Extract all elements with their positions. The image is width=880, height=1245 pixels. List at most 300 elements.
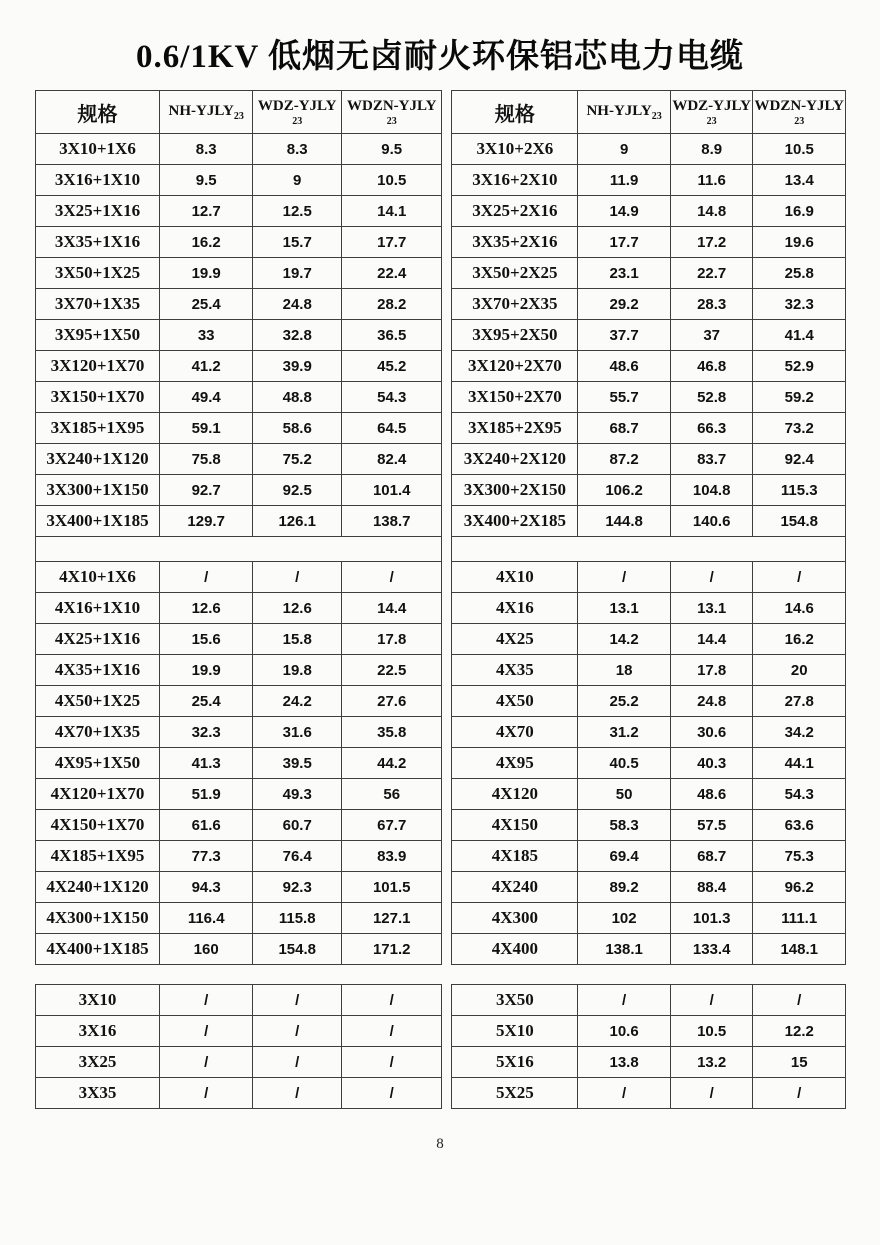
value-cell: / [342,1078,442,1109]
spec-cell: 4X16 [452,593,578,624]
table-row [452,134,846,165]
value-cell: 10.5 [670,1016,753,1047]
table-row [36,810,442,841]
table-row [452,444,846,475]
spec-cell: 4X185+1X95 [36,841,160,872]
table-row [36,1047,442,1078]
value-cell: 101.4 [342,475,442,506]
table-row [36,413,442,444]
value-cell: 56 [342,779,442,810]
value-cell: 17.8 [342,624,442,655]
spacer-row [36,537,442,562]
value-cell: 129.7 [159,506,252,537]
value-cell: 11.9 [578,165,670,196]
value-cell: 14.8 [670,196,753,227]
value-cell: 17.7 [342,227,442,258]
value-cell: / [253,562,342,593]
table-row [36,1016,442,1047]
value-cell: 41.2 [159,351,252,382]
value-cell: 25.4 [159,289,252,320]
table-row [36,934,442,965]
model-label: NH-YJLY [168,102,234,119]
wdzn-yjly-column-header [753,91,846,134]
table-row [36,165,442,196]
value-cell: 48.8 [253,382,342,413]
value-cell: 14.4 [342,593,442,624]
value-cell: / [670,985,753,1016]
spec-cell: 3X300+1X150 [36,475,160,506]
value-cell: 17.2 [670,227,753,258]
spec-cell: 4X50 [452,686,578,717]
spec-cell: 4X400 [452,934,578,965]
value-cell: / [670,562,753,593]
spec-cell: 5X10 [452,1016,578,1047]
value-cell: / [159,985,252,1016]
value-cell: 20 [753,655,846,686]
value-cell: 37 [670,320,753,351]
value-cell: / [253,1047,342,1078]
spec-column-header: 规格 [36,91,160,134]
cable-table-left-main [35,90,442,965]
value-cell: 66.3 [670,413,753,444]
left-section3-body [36,985,442,1109]
value-cell: 25.2 [578,686,670,717]
right-section3-body [452,985,846,1109]
value-cell: 35.8 [342,717,442,748]
spacer-body [36,537,442,562]
value-cell: 140.6 [670,506,753,537]
table-row [36,593,442,624]
value-cell: 14.2 [578,624,670,655]
spec-cell: 3X16+1X10 [36,165,160,196]
table-row [452,475,846,506]
value-cell: 49.4 [159,382,252,413]
value-cell: 33 [159,320,252,351]
value-cell: 160 [159,934,252,965]
spec-cell: 4X95+1X50 [36,748,160,779]
spec-cell: 4X70 [452,717,578,748]
table-row [452,779,846,810]
table-row [36,655,442,686]
value-cell: 64.5 [342,413,442,444]
spec-cell: 4X150+1X70 [36,810,160,841]
cable-table-right-main [451,90,846,965]
value-cell: 68.7 [578,413,670,444]
value-cell: 15.8 [253,624,342,655]
value-cell: 45.2 [342,351,442,382]
spec-cell: 3X150+2X70 [452,382,578,413]
value-cell: 55.7 [578,382,670,413]
spec-cell: 4X400+1X185 [36,934,160,965]
table-row [452,289,846,320]
spacer-row [452,537,846,562]
value-cell: 9.5 [342,134,442,165]
header-row [452,91,846,134]
value-cell: 40.5 [578,748,670,779]
spec-cell: 4X300+1X150 [36,903,160,934]
spec-cell: 3X35 [36,1078,160,1109]
table-row [36,779,442,810]
value-cell: 14.6 [753,593,846,624]
table-row [452,810,846,841]
wdzn-yjly-column-header [342,91,442,134]
model-label: WDZN-YJLY [347,97,437,114]
value-cell: 48.6 [670,779,753,810]
left-section2-body [36,562,442,965]
value-cell: 16.2 [159,227,252,258]
value-cell: 138.1 [578,934,670,965]
table-row [452,382,846,413]
value-cell: 22.5 [342,655,442,686]
table-row [36,382,442,413]
value-cell: 10.6 [578,1016,670,1047]
left-section1-body [36,134,442,537]
value-cell: / [578,985,670,1016]
value-cell: 17.7 [578,227,670,258]
value-cell: / [578,562,670,593]
spec-cell: 4X185 [452,841,578,872]
table-row [36,717,442,748]
spec-cell: 3X25+2X16 [452,196,578,227]
spec-cell: 3X10+2X6 [452,134,578,165]
value-cell: 13.8 [578,1047,670,1078]
value-cell: 58.6 [253,413,342,444]
value-cell: 68.7 [670,841,753,872]
spec-cell: 3X16 [36,1016,160,1047]
value-cell: 44.2 [342,748,442,779]
right-section1-body [452,134,846,537]
value-cell: 61.6 [159,810,252,841]
value-cell: 87.2 [578,444,670,475]
table-row [452,506,846,537]
cable-table-right-bottom [451,984,846,1109]
table-row [36,320,442,351]
model-subscript: 23 [706,115,717,127]
spec-cell: 3X50+2X25 [452,258,578,289]
table-row [36,444,442,475]
value-cell: 92.4 [753,444,846,475]
value-cell: 24.8 [253,289,342,320]
value-cell: 88.4 [670,872,753,903]
spec-cell: 3X120+1X70 [36,351,160,382]
model-label: WDZ-YJLY [672,97,751,114]
value-cell: 13.4 [753,165,846,196]
table-row [36,134,442,165]
spec-cell: 4X240 [452,872,578,903]
value-cell: / [753,985,846,1016]
value-cell: 40.3 [670,748,753,779]
table-row [452,320,846,351]
value-cell: 14.9 [578,196,670,227]
model-subscript: 23 [292,115,303,127]
table-row [452,351,846,382]
value-cell: 9 [578,134,670,165]
table-row [452,1078,846,1109]
value-cell: 27.6 [342,686,442,717]
value-cell: 59.1 [159,413,252,444]
spec-column-header: 规格 [452,91,578,134]
right-table-column [451,90,846,1109]
value-cell: 13.1 [578,593,670,624]
value-cell: 39.5 [253,748,342,779]
spec-cell: 3X50 [452,985,578,1016]
value-cell: 39.9 [253,351,342,382]
spec-cell: 3X16+2X10 [452,165,578,196]
table-row [36,475,442,506]
value-cell: 115.8 [253,903,342,934]
value-cell: / [253,985,342,1016]
table-row [452,686,846,717]
spec-cell: 3X25 [36,1047,160,1078]
value-cell: 9.5 [159,165,252,196]
spec-cell: 4X150 [452,810,578,841]
value-cell: 83.9 [342,841,442,872]
spec-cell: 4X120 [452,779,578,810]
value-cell: 25.8 [753,258,846,289]
value-cell: 67.7 [342,810,442,841]
value-cell: 92.3 [253,872,342,903]
spec-cell: 3X150+1X70 [36,382,160,413]
value-cell: / [342,1047,442,1078]
value-cell: 14.4 [670,624,753,655]
value-cell: 32.3 [159,717,252,748]
table-row [36,748,442,779]
table-row [36,985,442,1016]
value-cell: 23.1 [578,258,670,289]
spec-cell: 3X70+1X35 [36,289,160,320]
table-row [452,593,846,624]
table-row [452,624,846,655]
value-cell: 8.3 [253,134,342,165]
value-cell: 102 [578,903,670,934]
value-cell: 106.2 [578,475,670,506]
value-cell: 12.6 [253,593,342,624]
value-cell: / [159,1016,252,1047]
spec-cell: 3X10+1X6 [36,134,160,165]
value-cell: / [342,1016,442,1047]
table-row [36,562,442,593]
model-subscript: 23 [233,110,244,122]
value-cell: 73.2 [753,413,846,444]
table-row [36,196,442,227]
value-cell: 52.8 [670,382,753,413]
spec-cell: 4X16+1X10 [36,593,160,624]
table-row [36,227,442,258]
spec-cell: 3X95+2X50 [452,320,578,351]
value-cell: / [578,1078,670,1109]
value-cell: / [253,1078,342,1109]
value-cell: 144.8 [578,506,670,537]
spec-cell: 3X35+1X16 [36,227,160,258]
value-cell: 76.4 [253,841,342,872]
value-cell: 41.3 [159,748,252,779]
spec-cell: 4X25 [452,624,578,655]
value-cell: 77.3 [159,841,252,872]
value-cell: 60.7 [253,810,342,841]
value-cell: 54.3 [342,382,442,413]
value-cell: 101.5 [342,872,442,903]
value-cell: / [670,1078,753,1109]
value-cell: 16.2 [753,624,846,655]
value-cell: 10.5 [753,134,846,165]
spec-cell: 4X10 [452,562,578,593]
value-cell: 31.6 [253,717,342,748]
model-label: WDZN-YJLY [754,97,844,114]
page-title: 0.6/1KV 低烟无卤耐火环保铝芯电力电缆 [135,39,745,75]
spec-cell: 4X300 [452,903,578,934]
nh-yjly-column-header [159,91,252,134]
value-cell: 22.4 [342,258,442,289]
table-row [452,562,846,593]
value-cell: 8.9 [670,134,753,165]
value-cell: 154.8 [253,934,342,965]
value-cell: 13.1 [670,593,753,624]
value-cell: 36.5 [342,320,442,351]
value-cell: 16.9 [753,196,846,227]
value-cell: 10.5 [342,165,442,196]
spec-cell: 3X400+2X185 [452,506,578,537]
spec-cell: 4X35 [452,655,578,686]
value-cell: 24.8 [670,686,753,717]
table-row [452,717,846,748]
right-section2-body [452,562,846,965]
value-cell: 48.6 [578,351,670,382]
table-row [452,196,846,227]
value-cell: 75.3 [753,841,846,872]
spec-cell: 4X25+1X16 [36,624,160,655]
value-cell: 133.4 [670,934,753,965]
table-row [36,686,442,717]
value-cell: 15.6 [159,624,252,655]
table-row [452,903,846,934]
value-cell: / [753,1078,846,1109]
value-cell: / [342,562,442,593]
spacer-body [452,537,846,562]
value-cell: 19.7 [253,258,342,289]
value-cell: 96.2 [753,872,846,903]
value-cell: 19.6 [753,227,846,258]
model-label: NH-YJLY [586,102,652,119]
value-cell: 37.7 [578,320,670,351]
value-cell: 22.7 [670,258,753,289]
model-subscript: 23 [386,115,397,127]
value-cell: 9 [253,165,342,196]
value-cell: 50 [578,779,670,810]
value-cell: 51.9 [159,779,252,810]
table-row [452,165,846,196]
table-row [452,258,846,289]
table-row [452,1016,846,1047]
value-cell: 41.4 [753,320,846,351]
nh-yjly-column-header [578,91,670,134]
table-row [36,903,442,934]
value-cell: 104.8 [670,475,753,506]
value-cell: 19.9 [159,258,252,289]
table-row [452,413,846,444]
value-cell: 46.8 [670,351,753,382]
value-cell: 34.2 [753,717,846,748]
spec-cell: 4X120+1X70 [36,779,160,810]
spacer-cell [36,537,442,562]
value-cell: 171.2 [342,934,442,965]
table-row [36,1078,442,1109]
wdz-yjly-column-header [670,91,753,134]
wdz-yjly-column-header [253,91,342,134]
value-cell: / [342,985,442,1016]
spec-cell: 3X70+2X35 [452,289,578,320]
value-cell: 32.3 [753,289,846,320]
value-cell: 83.7 [670,444,753,475]
value-cell: / [159,562,252,593]
value-cell: 75.2 [253,444,342,475]
value-cell: 138.7 [342,506,442,537]
spec-cell: 4X70+1X35 [36,717,160,748]
value-cell: / [253,1016,342,1047]
spec-cell: 5X16 [452,1047,578,1078]
table-row [36,351,442,382]
spec-cell: 3X10 [36,985,160,1016]
spec-cell: 3X25+1X16 [36,196,160,227]
value-cell: 31.2 [578,717,670,748]
value-cell: 32.8 [253,320,342,351]
table-row [36,258,442,289]
spec-cell: 4X50+1X25 [36,686,160,717]
value-cell: 13.2 [670,1047,753,1078]
value-cell: 18 [578,655,670,686]
spec-cell: 3X300+2X150 [452,475,578,506]
table-row [36,624,442,655]
value-cell: 148.1 [753,934,846,965]
value-cell: 19.8 [253,655,342,686]
value-cell: 11.6 [670,165,753,196]
spec-cell: 5X25 [452,1078,578,1109]
value-cell: 30.6 [670,717,753,748]
value-cell: / [753,562,846,593]
value-cell: 19.9 [159,655,252,686]
value-cell: 54.3 [753,779,846,810]
table-row [452,841,846,872]
spec-cell: 4X95 [452,748,578,779]
value-cell: 44.1 [753,748,846,779]
spec-cell: 3X95+1X50 [36,320,160,351]
value-cell: 12.6 [159,593,252,624]
value-cell: 8.3 [159,134,252,165]
value-cell: 116.4 [159,903,252,934]
value-cell: 12.7 [159,196,252,227]
value-cell: 115.3 [753,475,846,506]
table-row [452,985,846,1016]
value-cell: 24.2 [253,686,342,717]
header-row [36,91,442,134]
spec-cell: 3X185+1X95 [36,413,160,444]
value-cell: 89.2 [578,872,670,903]
page-number: 8 [436,1136,444,1152]
value-cell: 15.7 [253,227,342,258]
value-cell: 82.4 [342,444,442,475]
value-cell: 28.2 [342,289,442,320]
spec-cell: 4X10+1X6 [36,562,160,593]
spec-cell: 3X185+2X95 [452,413,578,444]
value-cell: 58.3 [578,810,670,841]
table-row [36,506,442,537]
spacer-cell [452,537,846,562]
spec-cell: 4X35+1X16 [36,655,160,686]
table-row [452,655,846,686]
cable-table-left-bottom [35,984,442,1109]
table-row [452,872,846,903]
value-cell: / [159,1047,252,1078]
value-cell: 27.8 [753,686,846,717]
